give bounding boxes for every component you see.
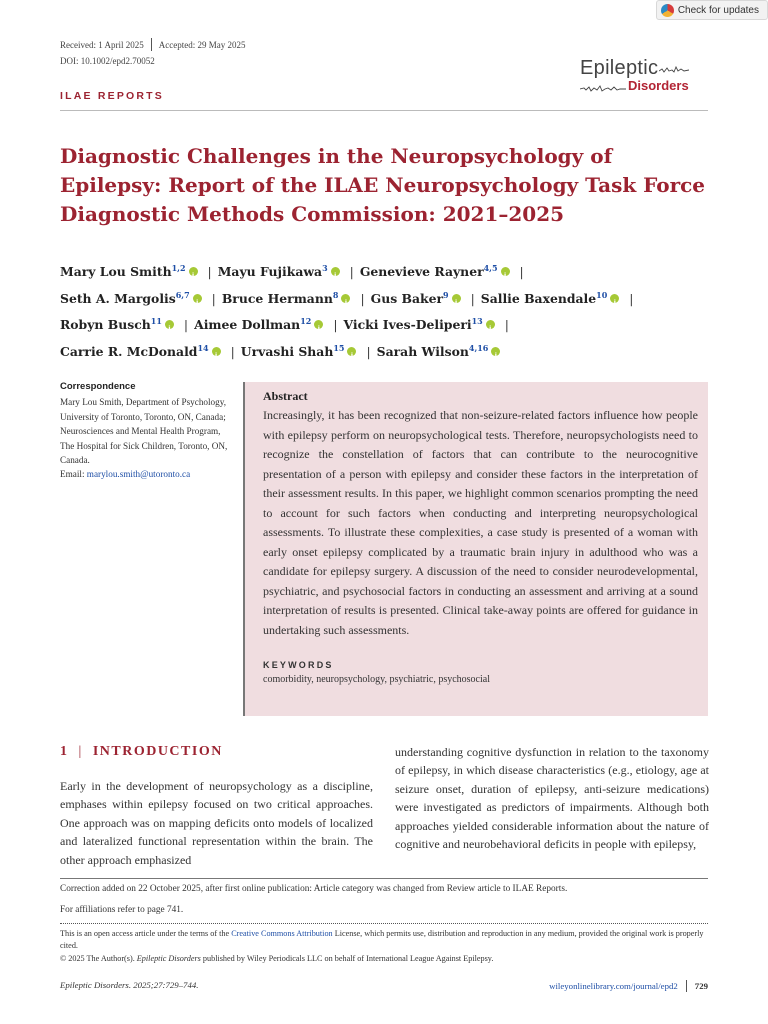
crossmark-icon — [661, 4, 674, 17]
footer-citation: Epileptic Disorders. 2025;27:729–744. — [60, 980, 199, 990]
author-name: Seth A. Margolis — [60, 290, 176, 306]
correspondence-heading: Correspondence — [60, 381, 136, 392]
orcid-icon[interactable] — [486, 320, 495, 329]
journal-logo — [580, 58, 710, 100]
orcid-icon[interactable] — [491, 347, 500, 356]
author — [377, 344, 504, 359]
check-for-updates-button[interactable] — [656, 0, 768, 20]
author — [344, 317, 498, 332]
orcid-icon[interactable] — [189, 267, 198, 276]
author-name: Bruce Hermann — [221, 290, 333, 306]
author-affiliation-sup[interactable]: 8 — [332, 289, 339, 300]
orcid-icon[interactable] — [610, 294, 619, 303]
license-text-after: License, which permits use, distribution and reproduction in any medium, provided the original work is properly cited. — [60, 929, 704, 950]
author-affiliation-sup[interactable]: 10 — [596, 289, 608, 300]
correction-note: Correction added on 22 October 2025, after first online publication: Article category was changed from Review article to ILAE Reports. — [60, 884, 568, 894]
header-rule — [60, 110, 708, 111]
author — [481, 291, 623, 306]
divider — [686, 980, 687, 992]
copyright-text-before: © 2025 The Author(s). — [60, 954, 135, 963]
keywords-heading: KEYWORDS — [263, 660, 334, 670]
author-affiliation-sup[interactable]: 1,2 — [171, 263, 186, 273]
author-separator: | — [183, 317, 189, 332]
author — [60, 344, 224, 359]
author — [360, 264, 513, 279]
author-affiliation-sup[interactable]: 9 — [443, 289, 449, 300]
author-name: Carrie R. McDonald — [60, 343, 198, 359]
author-line — [60, 337, 720, 364]
author-separator: | — [207, 264, 212, 279]
journal-logo-name-bottom: Disorders — [628, 78, 689, 93]
author — [222, 291, 354, 306]
author-affiliation-sup[interactable]: 13 — [471, 316, 483, 326]
author-name: Sallie Baxendale — [480, 290, 597, 306]
introduction-left-column: Early in the development of neuropsychology as a discipline, emphases within epilepsy focused on two critical approaches. One approach was on mapping deficits onto models of localized and lateralized functional representation within the brain. The other approach emphasized — [60, 779, 373, 867]
author-affiliation-sup[interactable]: 11 — [150, 316, 162, 326]
correspondence — [60, 380, 230, 482]
accepted-date: Accepted: 29 May 2025 — [158, 39, 246, 50]
orcid-icon[interactable] — [165, 320, 174, 329]
author-separator: | — [470, 290, 475, 306]
abstract-box — [243, 382, 708, 716]
author-affiliation-sup[interactable]: 12 — [300, 316, 312, 326]
author-affiliation-sup[interactable]: 3 — [322, 263, 328, 273]
section-number: 1 — [60, 744, 69, 759]
author-line — [60, 284, 720, 311]
abstract-heading: Abstract — [263, 389, 308, 403]
author-separator: | — [211, 290, 216, 306]
author-name: Mary Lou Smith — [60, 264, 172, 279]
doi: DOI: 10.1002/epd2.70052 — [60, 56, 155, 66]
author — [241, 344, 360, 359]
author-name: Robyn Busch — [60, 317, 151, 332]
author-affiliation-sup[interactable]: 14 — [197, 342, 209, 353]
author-separator: | — [349, 264, 354, 279]
author-separator: | — [519, 264, 524, 279]
author-affiliation-sup[interactable]: 15 — [333, 342, 345, 353]
introduction-right-column: understanding cognitive dysfunction in relation to the taxonomy of epilepsy, in which disease characteristics (e.g., etiology, age at seizure onset, duration of epilepsy, anti-seizure medications) were investigated as predictors of impairments. Although both approaches yielded considerable information about the nature of cognitive and neurobehavioral deficits in people with epilepsy, — [395, 745, 709, 852]
author-name: Sarah Wilson — [376, 343, 469, 359]
author — [60, 317, 177, 332]
orcid-icon[interactable] — [501, 267, 510, 276]
affiliations-note: For affiliations refer to page 741. — [60, 905, 184, 915]
correspondence-text: Mary Lou Smith, Department of Psychology, University of Toronto, Toronto, ON, Canada; Neurosciences and Mental Health Program, The Hospital for Sick Children, Toronto, ON, Canada. — [60, 397, 228, 466]
article-dates — [60, 38, 245, 51]
footnote-rule — [60, 878, 708, 879]
section-label: ILAE REPORTS — [60, 90, 164, 102]
page-number: 729 — [694, 981, 708, 991]
introduction-heading — [60, 744, 223, 760]
eeg-wave-icon — [580, 85, 626, 93]
author-separator: | — [230, 343, 235, 359]
orcid-icon[interactable] — [193, 294, 202, 303]
orcid-icon[interactable] — [212, 347, 221, 356]
license-note — [60, 928, 710, 952]
author-separator: | — [504, 317, 509, 332]
author-name: Gus Baker — [370, 290, 444, 306]
author-separator: | — [333, 317, 338, 332]
orcid-icon[interactable] — [341, 294, 350, 303]
author — [194, 317, 326, 332]
divider: | — [78, 744, 83, 759]
creative-commons-link[interactable]: Creative Commons Attribution — [231, 929, 333, 938]
author-affiliation-sup[interactable]: 4,16 — [468, 342, 489, 353]
received-date: Received: 1 April 2025 — [60, 39, 144, 50]
author-affiliation-sup[interactable]: 4,5 — [483, 263, 498, 273]
copyright-note — [60, 954, 493, 963]
eeg-wave-icon — [659, 66, 689, 74]
author — [218, 264, 343, 279]
orcid-icon[interactable] — [452, 294, 461, 303]
license-text-before: This is an open access article under the terms of the — [60, 929, 230, 938]
author-separator: | — [629, 290, 634, 306]
section-title: INTRODUCTION — [92, 744, 223, 759]
author-name: Aimee Dollman — [194, 317, 301, 332]
author-affiliation-sup[interactable]: 6,7 — [175, 289, 190, 300]
email-link[interactable]: marylou.smith@utoronto.ca — [86, 469, 191, 480]
abstract-text: Increasingly, it has been recognized that non-seizure-related factors influence how people with epilepsy perform on neuropsychological tests. Therefore, neuropsychologists need to recognize the constellation of factors that can contribute to the neurocognitive presentation of a person with epilepsy and consider these factors in the interpretation of their assessment results. In this paper, we highlight common scenarios prompting the need to account for such factors when conducting and interpreting neuropsychological assessments. To illustrate these complexities, a case study is presented of a woman with early onset epilepsy complicated by a traumatic brain injury in adulthood who was a candidate for epilepsy surgery. A discussion of the need to consider neurodevelopmental, psychiatric, and psychosocial factors in conducting an assessment and arriving at a sound interpretation of results is presented. Clinical take-away points are offered for guidance in undertaking such assessments. — [263, 408, 698, 637]
orcid-icon[interactable] — [331, 267, 340, 276]
copyright-text-after: published by Wiley Periodicals LLC on behalf of International League Against Epilepsy. — [202, 954, 494, 963]
author-name: Urvashi Shah — [240, 343, 334, 359]
keywords-text: comorbidity, neuropsychology, psychiatric, psychosocial — [263, 674, 490, 685]
check-for-updates-label: Check for updates — [677, 4, 759, 16]
journal-logo-name-top: Epileptic — [580, 57, 659, 79]
author-line — [60, 257, 720, 284]
orcid-icon[interactable] — [347, 347, 356, 356]
author — [371, 291, 464, 306]
journal-url-link[interactable]: wileyonlinelibrary.com/journal/epd2 — [549, 981, 678, 991]
author — [60, 291, 205, 306]
article-title: Diagnostic Challenges in the Neuropsychology of Epilepsy: Report of the ILAE Neuropsychology Task Force Diagnostic Methods Commission: 2021–2025 — [60, 144, 706, 226]
divider — [151, 38, 152, 51]
author-separator: | — [360, 290, 365, 306]
copyright-journal: Epileptic Disorders — [136, 954, 201, 963]
author — [60, 264, 201, 279]
author-name: Genevieve Rayner — [359, 264, 484, 279]
author-separator: | — [366, 343, 371, 359]
author-list — [60, 257, 720, 363]
orcid-icon[interactable] — [314, 320, 323, 329]
author-line — [60, 310, 720, 337]
dotted-divider — [60, 923, 708, 924]
email-label: Email: — [60, 469, 85, 480]
author-name: Vicki Ives-Deliperi — [343, 317, 472, 332]
author-name: Mayu Fujikawa — [217, 264, 323, 279]
